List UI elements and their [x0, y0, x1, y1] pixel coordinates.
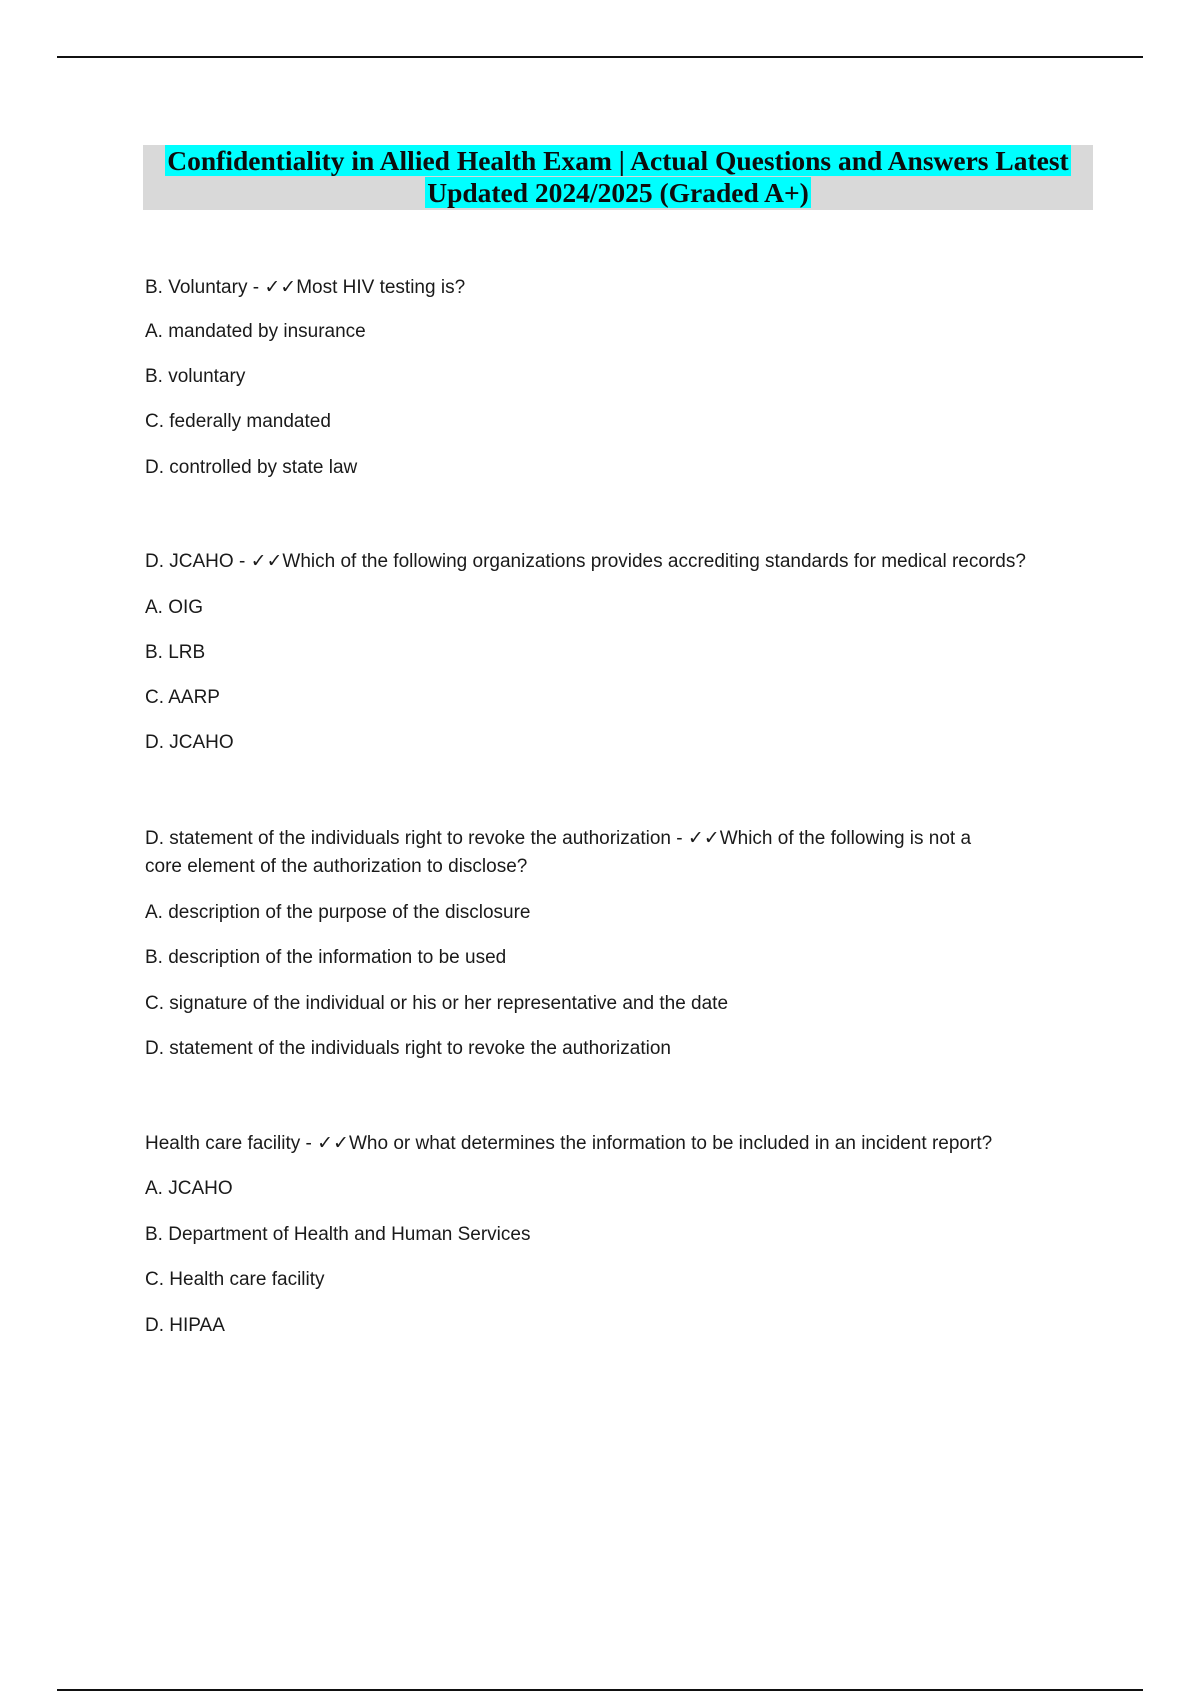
option-4a: A. JCAHO [145, 1178, 233, 1199]
document-title [143, 145, 1093, 210]
title-line-1: Confidentiality in Allied Health Exam | Actual Questions and Answers Latest [167, 145, 1069, 176]
option-4b: B. Department of Health and Human Services [145, 1224, 531, 1245]
option-3c: C. signature of the individual or his or her representative and the date [145, 993, 729, 1014]
check-icon: ✓✓ [317, 1132, 349, 1154]
question-3 [145, 827, 971, 850]
option-3b: B. description of the information to be used [145, 947, 507, 968]
option-1a: A. mandated by insurance [145, 321, 366, 342]
option-4d: D. HIPAA [145, 1315, 225, 1336]
answer-text: D. JCAHO - [145, 551, 251, 572]
option-1b: B. voluntary [145, 366, 246, 387]
option-3a: A. description of the purpose of the disclosure [145, 902, 531, 923]
title-line-2: Updated 2024/2025 (Graded A+) [427, 177, 809, 208]
question-text: Who or what determines the information to be included in an incident report? [348, 1133, 993, 1154]
answer-text: D. statement of the individuals right to revoke the authorization - [145, 828, 688, 849]
option-3d: D. statement of the individuals right to revoke the authorization [145, 1038, 671, 1059]
answer-text: B. Voluntary - [145, 277, 265, 298]
question-text: Which of the following organizations provides accrediting standards for medical records? [282, 551, 1026, 572]
question-3-continued: core element of the authorization to disclose? [145, 856, 528, 877]
check-icon: ✓✓ [687, 827, 720, 849]
option-1c: C. federally mandated [145, 411, 331, 432]
option-2a: A. OIG [145, 597, 204, 618]
question-text: Which of the following is not a [719, 828, 972, 849]
option-4c: C. Health care facility [145, 1269, 325, 1290]
option-2b: B. LRB [145, 642, 206, 663]
question-2 [145, 550, 1026, 573]
header-rule [57, 56, 1143, 58]
footer-rule [57, 1689, 1143, 1691]
option-1d: D. controlled by state law [145, 457, 358, 478]
question-1 [145, 276, 465, 299]
answer-text: Health care facility - [145, 1133, 318, 1154]
check-icon: ✓✓ [264, 276, 297, 298]
question-text: Most HIV testing is? [296, 277, 466, 298]
option-2c: C. AARP [145, 687, 220, 708]
check-icon: ✓✓ [250, 550, 283, 572]
question-4 [145, 1132, 992, 1155]
option-2d: D. JCAHO [145, 732, 234, 753]
